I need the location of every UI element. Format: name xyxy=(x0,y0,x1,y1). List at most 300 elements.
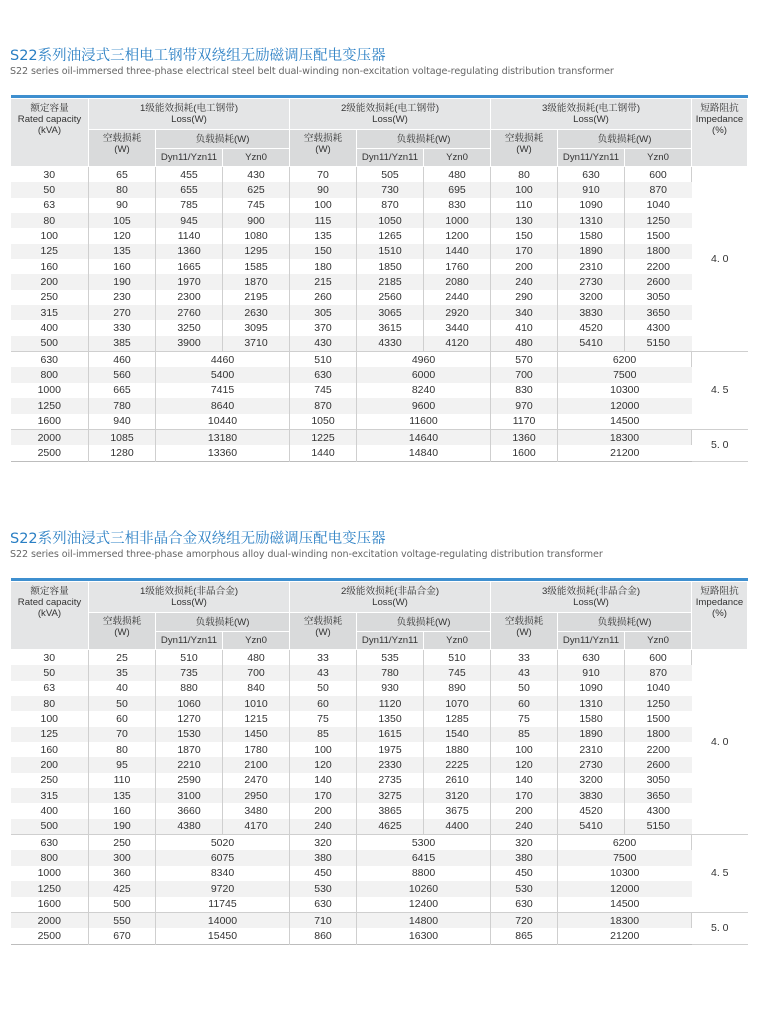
table-cell: 290 xyxy=(491,290,558,305)
header-yzn0: Yzn0 xyxy=(223,149,290,167)
table-cell: 2080 xyxy=(424,274,491,289)
table-cell: 260 xyxy=(290,290,357,305)
table-cell: 4625 xyxy=(357,819,424,835)
table-cell: 43 xyxy=(290,665,357,680)
table-cell: 200 xyxy=(11,274,89,289)
table-cell: 150 xyxy=(491,228,558,243)
table-row xyxy=(11,290,748,305)
table-cell: 300 xyxy=(89,850,156,865)
table-cell: 125 xyxy=(11,727,89,742)
header-no-load-loss: 空载损耗 (W) xyxy=(89,130,156,167)
table-cell: 320 xyxy=(491,835,558,851)
table-cell: 100 xyxy=(11,711,89,726)
table-cell: 12400 xyxy=(357,897,491,913)
table-cell: 100 xyxy=(491,742,558,757)
table-cell: 860 xyxy=(290,928,357,944)
table-cell: 1580 xyxy=(558,228,625,243)
table-cell: 35 xyxy=(89,665,156,680)
table-row xyxy=(11,912,748,928)
table-cell: 12000 xyxy=(558,398,692,413)
table-cell: 1615 xyxy=(357,727,424,742)
table-cell: 2000 xyxy=(11,912,89,928)
header-no-load-loss: 空载损耗 (W) xyxy=(290,613,357,650)
table-cell: 1665 xyxy=(156,259,223,274)
header-capacity: 额定容量 Rated capacity (kVA) xyxy=(11,99,89,167)
table-cell: 1540 xyxy=(424,727,491,742)
table-cell: 1600 xyxy=(11,414,89,430)
table-cell: 80 xyxy=(89,742,156,757)
table-cell: 840 xyxy=(223,681,290,696)
table-row xyxy=(11,198,748,213)
table-cell: 14800 xyxy=(357,912,491,928)
table-cell: 1295 xyxy=(223,244,290,259)
table-cell: 510 xyxy=(156,650,223,666)
table-row xyxy=(11,182,748,197)
table-cell: 2590 xyxy=(156,773,223,788)
table-cell: 160 xyxy=(89,259,156,274)
table-cell: 1890 xyxy=(558,244,625,259)
table-cell: 14500 xyxy=(558,897,692,913)
table-cell: 1500 xyxy=(625,228,692,243)
table-cell: 5150 xyxy=(625,819,692,835)
table-cell: 130 xyxy=(491,213,558,228)
header-grade2: 2级能效损耗(非晶合金) Loss(W) xyxy=(290,582,491,613)
loss-table xyxy=(10,95,748,462)
table-row xyxy=(11,650,748,666)
table-cell: 160 xyxy=(11,742,89,757)
table-cell: 9600 xyxy=(357,398,491,413)
table-row xyxy=(11,445,748,461)
table-cell: 400 xyxy=(11,320,89,335)
table-cell: 1500 xyxy=(625,711,692,726)
table-cell: 600 xyxy=(625,650,692,666)
table-cell: 2210 xyxy=(156,757,223,772)
header-yzn0: Yzn0 xyxy=(625,149,692,167)
table-cell: 2560 xyxy=(357,290,424,305)
table-cell: 380 xyxy=(491,850,558,865)
table-cell: 560 xyxy=(89,367,156,382)
table-cell: 21200 xyxy=(558,445,692,461)
table-cell: 870 xyxy=(357,198,424,213)
table-cell: 1800 xyxy=(625,727,692,742)
table-cell: 410 xyxy=(491,320,558,335)
table-cell: 4300 xyxy=(625,320,692,335)
table-cell: 2195 xyxy=(223,290,290,305)
table-cell: 120 xyxy=(290,757,357,772)
table-cell: 7500 xyxy=(558,850,692,865)
table-cell: 6075 xyxy=(156,850,290,865)
table-title-cn: S22系列油浸式三相电工钢带双绕组无励磁调压配电变压器 xyxy=(10,48,386,64)
table-cell: 13180 xyxy=(156,429,290,445)
table-cell: 3830 xyxy=(558,788,625,803)
table-cell: 4520 xyxy=(558,803,625,818)
table-cell: 240 xyxy=(290,819,357,835)
table-cell: 1360 xyxy=(491,429,558,445)
table-cell: 2330 xyxy=(357,757,424,772)
table-cell: 1250 xyxy=(625,213,692,228)
table-row xyxy=(11,259,748,274)
table-row xyxy=(11,727,748,742)
table-cell: 535 xyxy=(357,650,424,666)
table-cell: 200 xyxy=(491,803,558,818)
table-cell: 2310 xyxy=(558,259,625,274)
table-cell: 900 xyxy=(223,213,290,228)
table-cell: 1090 xyxy=(558,681,625,696)
table-row xyxy=(11,866,748,881)
table-cell: 10300 xyxy=(558,383,692,398)
table-cell: 500 xyxy=(11,336,89,352)
table-cell: 1870 xyxy=(156,742,223,757)
impedance-value: 4. 5 xyxy=(692,835,748,913)
table-row xyxy=(11,681,748,696)
table-cell: 2730 xyxy=(558,274,625,289)
table-cell: 200 xyxy=(491,259,558,274)
table-cell: 2000 xyxy=(11,429,89,445)
table-row xyxy=(11,228,748,243)
table-cell: 60 xyxy=(290,696,357,711)
table-cell: 3050 xyxy=(625,773,692,788)
header-dyn11: Dyn11/Yzn11 xyxy=(156,149,223,167)
header-grade2: 2级能效损耗(电工钢带) Loss(W) xyxy=(290,99,491,130)
table-cell: 730 xyxy=(357,182,424,197)
table-cell: 50 xyxy=(11,665,89,680)
table-cell: 910 xyxy=(558,182,625,197)
header-grade3: 3级能效损耗(电工钢带) Loss(W) xyxy=(491,99,692,130)
table-cell: 63 xyxy=(11,681,89,696)
table-cell: 125 xyxy=(11,244,89,259)
impedance-value: 5. 0 xyxy=(692,429,748,461)
table-cell: 2950 xyxy=(223,788,290,803)
table-cell: 305 xyxy=(290,305,357,320)
table-cell: 85 xyxy=(491,727,558,742)
table-cell: 135 xyxy=(89,788,156,803)
table-cell: 4300 xyxy=(625,803,692,818)
table-cell: 2730 xyxy=(558,757,625,772)
table-cell: 425 xyxy=(89,881,156,896)
table-cell: 480 xyxy=(491,336,558,352)
table-row xyxy=(11,711,748,726)
table-cell: 33 xyxy=(491,650,558,666)
header-grade1: 1级能效损耗(非晶合金) Loss(W) xyxy=(89,582,290,613)
table-cell: 3710 xyxy=(223,336,290,352)
table-row xyxy=(11,383,748,398)
table-cell: 60 xyxy=(89,711,156,726)
table-cell: 1250 xyxy=(625,696,692,711)
table-cell: 1270 xyxy=(156,711,223,726)
table-cell: 600 xyxy=(625,167,692,183)
table-cell: 3650 xyxy=(625,788,692,803)
table-cell: 1265 xyxy=(357,228,424,243)
table-cell: 1890 xyxy=(558,727,625,742)
table-cell: 1000 xyxy=(11,383,89,398)
header-dyn11: Dyn11/Yzn11 xyxy=(558,149,625,167)
table-cell: 630 xyxy=(290,897,357,913)
table-cell: 330 xyxy=(89,320,156,335)
table-cell: 12000 xyxy=(558,881,692,896)
table-cell: 3675 xyxy=(424,803,491,818)
table-cell: 480 xyxy=(223,650,290,666)
table-cell: 100 xyxy=(290,742,357,757)
table-cell: 450 xyxy=(491,866,558,881)
table-cell: 8240 xyxy=(357,383,491,398)
table-cell: 3065 xyxy=(357,305,424,320)
table-cell: 480 xyxy=(424,167,491,183)
table-cell: 190 xyxy=(89,274,156,289)
table-cell: 115 xyxy=(290,213,357,228)
table-cell: 4520 xyxy=(558,320,625,335)
table-cell: 3200 xyxy=(558,290,625,305)
table-cell: 940 xyxy=(89,414,156,430)
table-cell: 8800 xyxy=(357,866,491,881)
header-yzn0: Yzn0 xyxy=(424,632,491,650)
table-cell: 2440 xyxy=(424,290,491,305)
table-cell: 1870 xyxy=(223,274,290,289)
table-cell: 18300 xyxy=(558,912,692,928)
table-cell: 135 xyxy=(290,228,357,243)
table-cell: 6000 xyxy=(357,367,491,382)
table-row xyxy=(11,773,748,788)
table-cell: 450 xyxy=(290,866,357,881)
table-cell: 930 xyxy=(357,681,424,696)
table-cell: 2500 xyxy=(11,445,89,461)
table-cell: 1975 xyxy=(357,742,424,757)
table-cell: 75 xyxy=(290,711,357,726)
table-cell: 170 xyxy=(491,244,558,259)
table-cell: 1440 xyxy=(290,445,357,461)
table-cell: 1510 xyxy=(357,244,424,259)
table-cell: 1310 xyxy=(558,213,625,228)
header-impedance: 短路阻抗 Impedance (%) xyxy=(692,99,748,167)
table-cell: 910 xyxy=(558,665,625,680)
header-load-loss: 负载损耗(W) xyxy=(357,613,491,632)
table-cell: 745 xyxy=(290,383,357,398)
table-cell: 710 xyxy=(290,912,357,928)
table-cell: 430 xyxy=(290,336,357,352)
table-cell: 1250 xyxy=(11,398,89,413)
table-cell: 500 xyxy=(89,897,156,913)
table-cell: 4400 xyxy=(424,819,491,835)
table-cell: 455 xyxy=(156,167,223,183)
table-cell: 6415 xyxy=(357,850,491,865)
table-cell: 430 xyxy=(223,167,290,183)
table-cell: 830 xyxy=(491,383,558,398)
table-cell: 60 xyxy=(491,696,558,711)
table-cell: 10260 xyxy=(357,881,491,896)
impedance-value: 4. 0 xyxy=(692,650,748,835)
table-cell: 240 xyxy=(491,274,558,289)
table-cell: 70 xyxy=(290,167,357,183)
table-cell: 1000 xyxy=(11,866,89,881)
table-cell: 4960 xyxy=(357,352,491,368)
table-cell: 50 xyxy=(491,681,558,696)
header-dyn11: Dyn11/Yzn11 xyxy=(357,632,424,650)
table-cell: 2600 xyxy=(625,757,692,772)
table-cell: 10440 xyxy=(156,414,290,430)
table-cell: 1000 xyxy=(424,213,491,228)
header-dyn11: Dyn11/Yzn11 xyxy=(156,632,223,650)
table-cell: 80 xyxy=(491,167,558,183)
table-cell: 3865 xyxy=(357,803,424,818)
header-no-load-loss: 空载损耗 (W) xyxy=(89,613,156,650)
table-row xyxy=(11,213,748,228)
table-cell: 400 xyxy=(11,803,89,818)
table-row xyxy=(11,429,748,445)
table-cell: 170 xyxy=(290,788,357,803)
table-cell: 1880 xyxy=(424,742,491,757)
table-cell: 870 xyxy=(625,182,692,197)
table-cell: 16300 xyxy=(357,928,491,944)
table-cell: 2100 xyxy=(223,757,290,772)
impedance-value: 4. 5 xyxy=(692,352,748,430)
table-row xyxy=(11,274,748,289)
table-cell: 1440 xyxy=(424,244,491,259)
table-cell: 2470 xyxy=(223,773,290,788)
table-cell: 865 xyxy=(491,928,558,944)
table-cell: 2310 xyxy=(558,742,625,757)
table-row xyxy=(11,320,748,335)
table-cell: 550 xyxy=(89,912,156,928)
section-amorphous-alloy xyxy=(10,531,747,945)
table-cell: 1530 xyxy=(156,727,223,742)
table-cell: 2920 xyxy=(424,305,491,320)
table-cell: 2185 xyxy=(357,274,424,289)
table-cell: 670 xyxy=(89,928,156,944)
table-cell: 11745 xyxy=(156,897,290,913)
table-cell: 14840 xyxy=(357,445,491,461)
table-cell: 7415 xyxy=(156,383,290,398)
table-cell: 1280 xyxy=(89,445,156,461)
header-load-loss: 负载损耗(W) xyxy=(156,613,290,632)
table-cell: 1225 xyxy=(290,429,357,445)
table-cell: 460 xyxy=(89,352,156,368)
table-cell: 315 xyxy=(11,788,89,803)
table-cell: 3200 xyxy=(558,773,625,788)
header-capacity: 额定容量 Rated capacity (kVA) xyxy=(11,582,89,650)
table-cell: 315 xyxy=(11,305,89,320)
table-cell: 3480 xyxy=(223,803,290,818)
impedance-value: 5. 0 xyxy=(692,912,748,944)
table-cell: 625 xyxy=(223,182,290,197)
table-cell: 8340 xyxy=(156,866,290,881)
table-row xyxy=(11,788,748,803)
header-load-loss: 负载损耗(W) xyxy=(357,130,491,149)
table-cell: 1285 xyxy=(424,711,491,726)
table-cell: 3660 xyxy=(156,803,223,818)
table-cell: 1850 xyxy=(357,259,424,274)
header-impedance: 短路阻抗 Impedance (%) xyxy=(692,582,748,650)
table-cell: 5410 xyxy=(558,336,625,352)
table-cell: 10300 xyxy=(558,866,692,881)
table-cell: 5300 xyxy=(357,835,491,851)
table-cell: 80 xyxy=(89,182,156,197)
table-cell: 4170 xyxy=(223,819,290,835)
table-cell: 8640 xyxy=(156,398,290,413)
table-row xyxy=(11,336,748,352)
table-cell: 65 xyxy=(89,167,156,183)
table-cell: 13360 xyxy=(156,445,290,461)
table-cell: 160 xyxy=(11,259,89,274)
table-cell: 6200 xyxy=(558,835,692,851)
table-row xyxy=(11,352,748,368)
table-cell: 1580 xyxy=(558,711,625,726)
table-cell: 2500 xyxy=(11,928,89,944)
table-cell: 530 xyxy=(290,881,357,896)
table-row xyxy=(11,696,748,711)
table-cell: 1140 xyxy=(156,228,223,243)
table-cell: 160 xyxy=(89,803,156,818)
table-cell: 1970 xyxy=(156,274,223,289)
table-cell: 2225 xyxy=(424,757,491,772)
table-cell: 3440 xyxy=(424,320,491,335)
table-cell: 270 xyxy=(89,305,156,320)
table-cell: 2735 xyxy=(357,773,424,788)
table-cell: 2610 xyxy=(424,773,491,788)
table-cell: 380 xyxy=(290,850,357,865)
table-cell: 4120 xyxy=(424,336,491,352)
table-cell: 5410 xyxy=(558,819,625,835)
table-cell: 170 xyxy=(491,788,558,803)
section-steel-belt xyxy=(10,48,747,462)
table-row xyxy=(11,244,748,259)
table-cell: 190 xyxy=(89,819,156,835)
header-dyn11: Dyn11/Yzn11 xyxy=(357,149,424,167)
impedance-value: 4. 0 xyxy=(692,167,748,352)
table-cell: 655 xyxy=(156,182,223,197)
table-title-en: S22 series oil-immersed three-phase electrical steel belt dual-winding non-excitation voltage-regulating distribution transformer xyxy=(10,66,614,77)
table-cell: 2200 xyxy=(625,742,692,757)
table-cell: 970 xyxy=(491,398,558,413)
table-cell: 21200 xyxy=(558,928,692,944)
table-cell: 870 xyxy=(290,398,357,413)
table-cell: 2300 xyxy=(156,290,223,305)
table-cell: 500 xyxy=(11,819,89,835)
table-cell: 800 xyxy=(11,367,89,382)
table-cell: 735 xyxy=(156,665,223,680)
table-row xyxy=(11,305,748,320)
table-cell: 85 xyxy=(290,727,357,742)
table-cell: 1450 xyxy=(223,727,290,742)
table-cell: 630 xyxy=(491,897,558,913)
table-cell: 80 xyxy=(11,213,89,228)
table-row xyxy=(11,897,748,913)
table-cell: 700 xyxy=(491,367,558,382)
table-cell: 1585 xyxy=(223,259,290,274)
table-cell: 1215 xyxy=(223,711,290,726)
table-cell: 75 xyxy=(491,711,558,726)
table-cell: 1010 xyxy=(223,696,290,711)
table-cell: 3100 xyxy=(156,788,223,803)
table-cell: 370 xyxy=(290,320,357,335)
table-cell: 630 xyxy=(290,367,357,382)
table-cell: 800 xyxy=(11,850,89,865)
table-row xyxy=(11,803,748,818)
header-yzn0: Yzn0 xyxy=(625,632,692,650)
table-cell: 140 xyxy=(290,773,357,788)
table-cell: 5400 xyxy=(156,367,290,382)
table-cell: 945 xyxy=(156,213,223,228)
table-cell: 1360 xyxy=(156,244,223,259)
table-cell: 665 xyxy=(89,383,156,398)
table-row xyxy=(11,757,748,772)
table-cell: 180 xyxy=(290,259,357,274)
table-cell: 100 xyxy=(11,228,89,243)
table-cell: 140 xyxy=(491,773,558,788)
table-cell: 505 xyxy=(357,167,424,183)
table-cell: 780 xyxy=(357,665,424,680)
table-cell: 745 xyxy=(223,198,290,213)
table-cell: 1040 xyxy=(625,681,692,696)
table-row xyxy=(11,167,748,183)
